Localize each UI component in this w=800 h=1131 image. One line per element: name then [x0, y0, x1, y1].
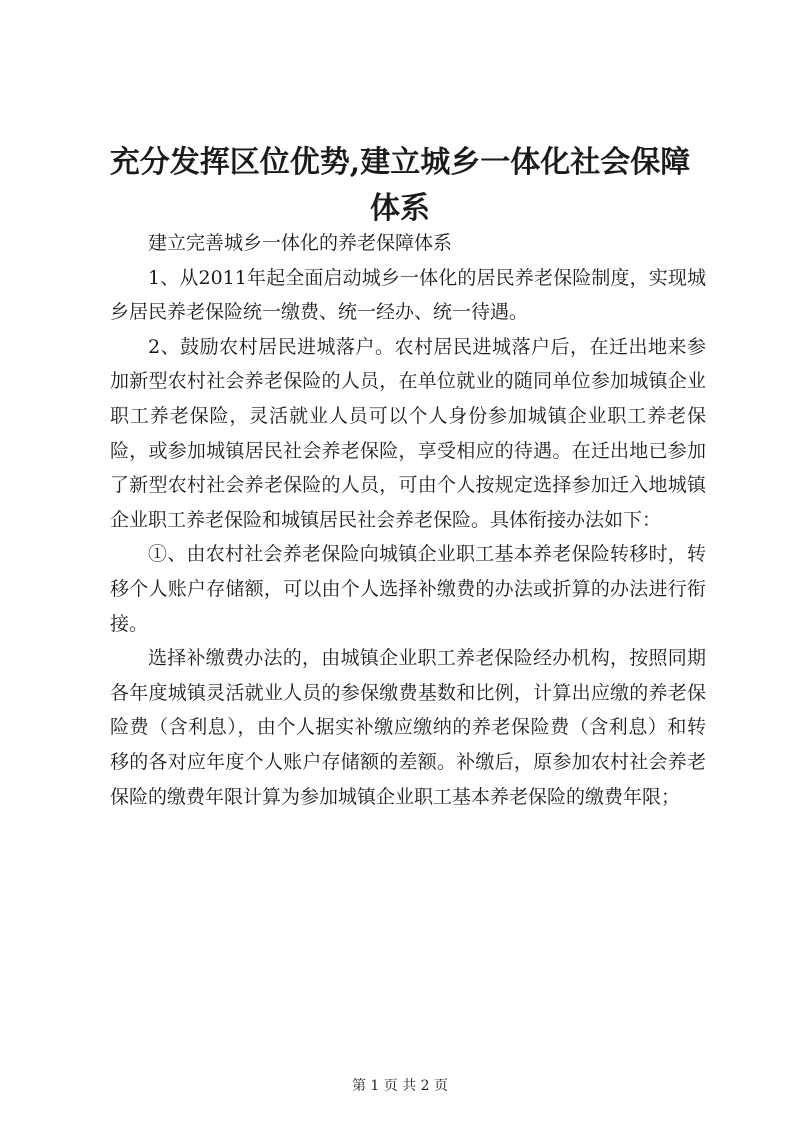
paragraph-item-2: 2、鼓励农村居民进城落户。农村居民进城落户后，在迁出地来参加新型农村社会养老保险的人员，在单位就业的随同单位参加城镇企业职工养老保险，灵活就业人员可以个人身份参加城镇企业职工养老保险，或参加城镇居民社会养老保险，享受相应的待遇。在迁出地已参加了新型农村社会养老保险的人员，可由个人按规定选择参加迁入地城镇企业职工养老保险和城镇居民社会养老保险。具体衔接办法如下： — [110, 335, 706, 531]
paragraph-supplement: 选择补缴费办法的，由城镇企业职工养老保险经办机构，按照同期各年度城镇灵活就业人员的参保缴费基数和比例，计算出应缴的养老保险费（含利息），由个人据实补缴应缴纳的养老保险费（含利息）和转移的各对应年度个人账户存储额的差额。补缴后，原参加农村社会养老保险的缴费年限计算为参加城镇企业职工基本养老保险的缴费年限； — [110, 647, 706, 808]
paragraph-subheading: 建立完善城乡一体化的养老保障体系 — [148, 232, 453, 254]
page-footer: 第 1 页 共 2 页 — [351, 1078, 449, 1094]
document-body — [110, 226, 706, 814]
paragraph-item-1: 1、从2011年起全面启动城乡一体化的居民养老保险制度，实现城乡居民养老保险统一缴费、统一经办、统一待遇。 — [110, 266, 706, 324]
paragraph-subitem-1: ①、由农村社会养老保险向城镇企业职工基本养老保险转移时，转移个人账户存储额，可以由个人选择补缴费的办法或折算的办法进行衔接。 — [110, 543, 706, 635]
document-title: 充分发挥区位优势,建立城乡一体化社会保障体系 — [109, 145, 691, 226]
